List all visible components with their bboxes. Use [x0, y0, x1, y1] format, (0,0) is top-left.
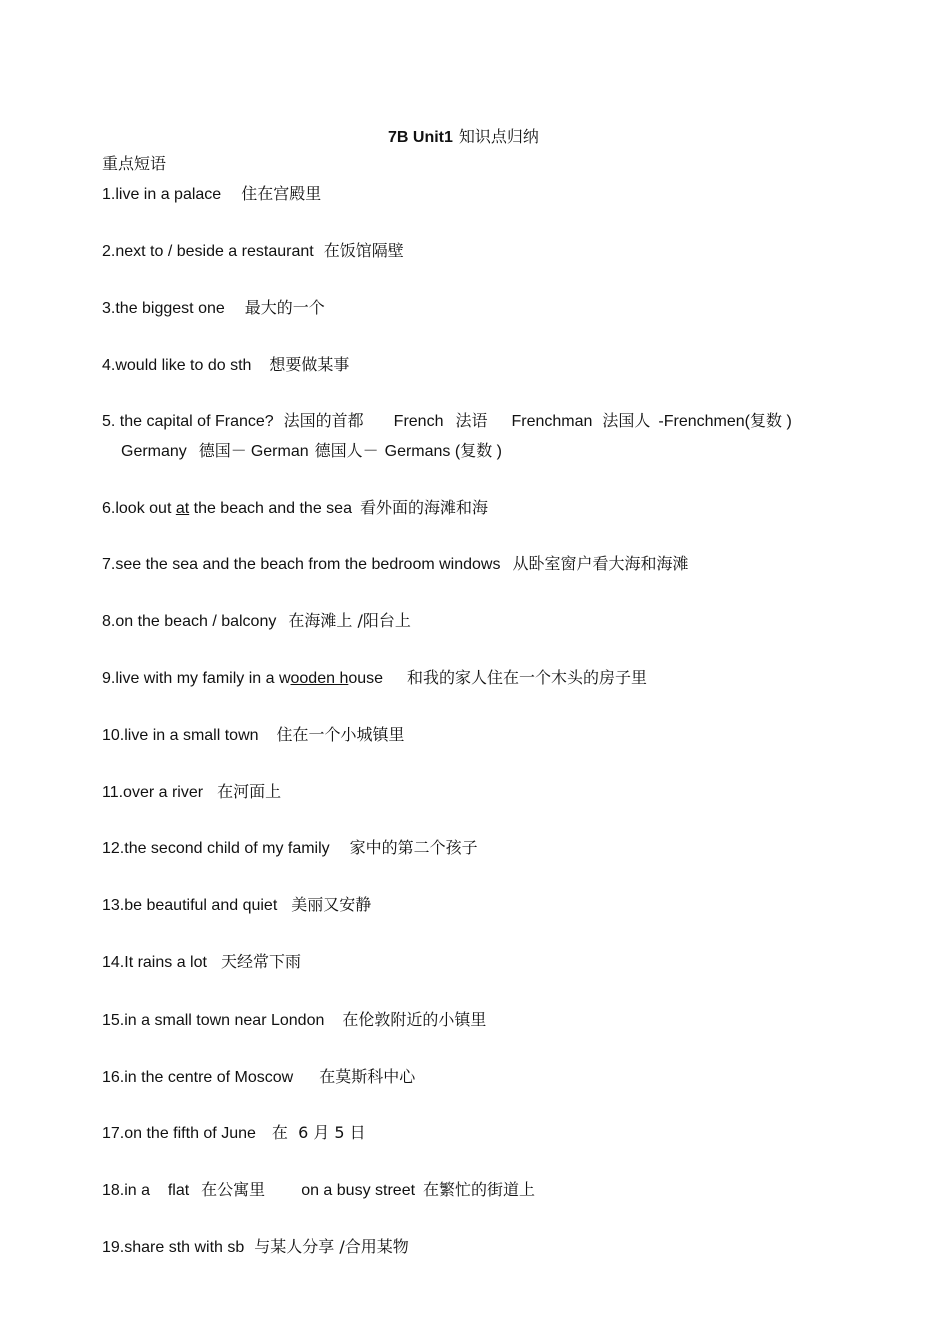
phrase-english: 10.live in a small town: [102, 727, 259, 744]
phrase-chinese: 和我的家人住在一个木头的房子里: [407, 668, 648, 687]
phrase-chinese: 想要做某事: [269, 355, 350, 374]
phrase-english: 19.share sth with sb: [102, 1239, 245, 1256]
phrase-chinese-extra: 法语: [455, 411, 488, 430]
underlined-text: ooden h: [290, 670, 349, 687]
phrase-english: 15.in a small town near London: [102, 1012, 325, 1029]
phrase-chinese: 在 6 月 5 日: [271, 1123, 366, 1142]
phrase-english: German: [250, 443, 309, 460]
phrase-english: 6.look out: [102, 500, 176, 517]
phrase-english: 5. the capital of France?: [102, 413, 274, 430]
phrase-english-extra: on a busy street: [301, 1182, 416, 1199]
phrase-english-extra: French: [393, 413, 444, 430]
phrase-chinese: 在海滩上 /阳台上: [288, 611, 411, 630]
phrase-item-7: [102, 553, 688, 576]
phrase-english: the beach and the sea: [189, 500, 352, 517]
phrase-english-extra: Frenchman: [511, 413, 593, 430]
phrase-chinese: 最大的一个: [244, 298, 325, 317]
phrase-chinese: 看外面的海滩和海: [359, 498, 488, 517]
phrase-chinese: 在伦敦附近的小镇里: [342, 1010, 487, 1029]
phrase-english: Germans (复数 ): [384, 443, 502, 460]
phrase-chinese: 与某人分享 /合用某物: [254, 1237, 409, 1256]
phrase-english: Germany: [121, 443, 187, 460]
phrase-english: 4.would like to do sth: [102, 357, 252, 374]
title-chinese: 知识点归纳: [458, 127, 539, 146]
phrase-chinese: 在公寓里: [201, 1180, 266, 1199]
phrase-english: ouse: [348, 670, 384, 687]
phrase-chinese-extra: 在繁忙的街道上: [423, 1180, 536, 1199]
phrase-item-9: [102, 667, 647, 690]
phrase-chinese: 在莫斯科中心: [319, 1067, 416, 1086]
phrase-item-14: [102, 951, 301, 974]
phrase-english: 11.over a river: [102, 784, 204, 801]
phrase-item-13: [102, 894, 371, 917]
phrase-chinese: 在河面上: [217, 782, 282, 801]
phrase-chinese: 德国－: [198, 441, 247, 460]
phrase-english: 2.next to / beside a restaurant: [102, 243, 314, 260]
phrase-english: 3.the biggest one: [102, 300, 225, 317]
phrase-item-17: [102, 1122, 366, 1145]
phrase-english: 1.live in a palace: [102, 186, 222, 203]
phrase-item-10: [102, 724, 405, 747]
phrase-item-4: [102, 354, 349, 377]
phrase-item-18: [102, 1179, 535, 1202]
section-heading: 重点短语: [102, 154, 167, 173]
phrase-item-11: [102, 781, 281, 804]
phrase-item-8: [102, 610, 411, 633]
phrase-english: 12.the second child of my family: [102, 840, 330, 857]
phrase-chinese: 住在宫殿里: [241, 184, 322, 203]
phrase-english: 13.be beautiful and quiet: [102, 897, 278, 914]
phrase-english: 14.It rains a lot: [102, 954, 207, 971]
phrase-chinese: 住在一个小城镇里: [276, 725, 405, 744]
phrase-item-19: [102, 1236, 409, 1259]
document-title: [0, 126, 950, 149]
phrase-chinese: 家中的第二个孩子: [349, 838, 478, 857]
phrase-item-12: [102, 837, 478, 860]
phrase-item-6: [102, 497, 488, 520]
phrase-item-5-continuation: [121, 440, 502, 463]
phrase-chinese: 从卧室窗户看大海和海滩: [512, 554, 689, 573]
phrase-item-15: [102, 1009, 486, 1032]
title-english: 7B Unit1: [388, 129, 453, 146]
phrase-chinese: 德国人－: [314, 441, 379, 460]
phrase-english: 9.live with my family in a w: [102, 670, 291, 687]
phrase-english: 7.see the sea and the beach from the bedroom windows: [102, 556, 501, 573]
phrase-chinese: 在饭馆隔壁: [323, 241, 404, 260]
phrase-chinese: 法国的首都: [283, 411, 364, 430]
phrase-item-5: [102, 410, 792, 433]
underlined-text: at: [175, 500, 190, 517]
phrase-chinese-extra: 法国人: [602, 411, 651, 430]
phrase-english: 17.on the fifth of June: [102, 1125, 256, 1142]
phrase-english: 16.in the centre of Moscow: [102, 1069, 294, 1086]
phrase-item-2: [102, 240, 404, 263]
phrase-item-1: [102, 183, 321, 206]
phrase-chinese: 天经常下雨: [220, 952, 301, 971]
phrase-english: 18.in a flat: [102, 1182, 190, 1199]
phrase-item-16: [102, 1066, 415, 1089]
phrase-english-extra: -Frenchmen(复数 ): [658, 413, 792, 430]
phrase-chinese: 美丽又安静: [291, 895, 372, 914]
phrase-english: 8.on the beach / balcony: [102, 613, 277, 630]
phrase-item-3: [102, 297, 325, 320]
